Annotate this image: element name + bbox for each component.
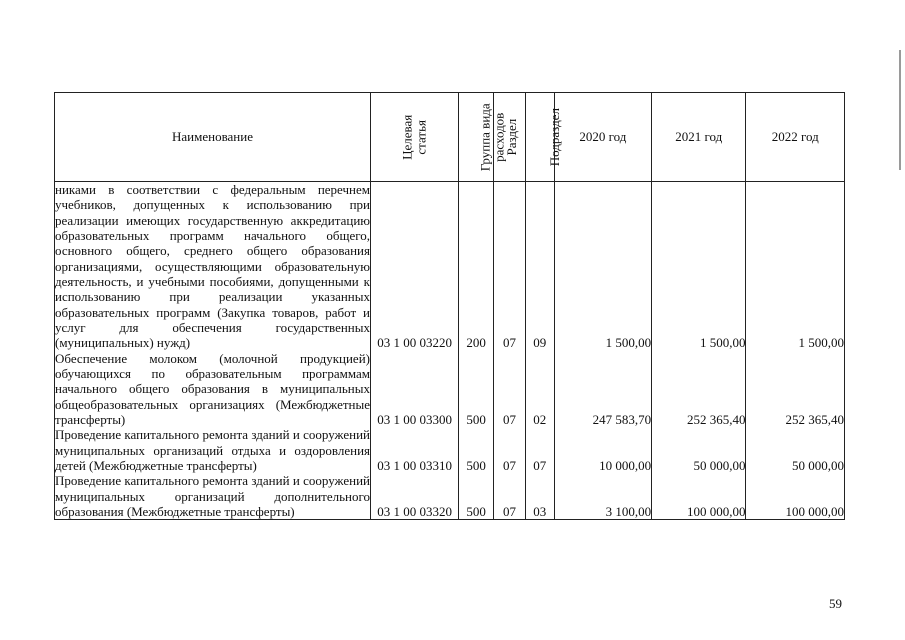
header-2020: 2020 год <box>554 93 651 182</box>
row-subsection: 09 <box>525 182 554 351</box>
row-subsection: 07 <box>525 427 554 473</box>
row-target: 03 1 00 03320 <box>371 473 459 519</box>
table-row <box>55 182 845 351</box>
row-2022: 1 500,00 <box>746 182 845 351</box>
row-name: Обеспечение молоком (молочной продукцией) обучающихся по образовательным программам начального общего образования в муниципальных общеобразовательных организациях (Межбюджетные трансферты) <box>55 350 370 427</box>
row-2022: 50 000,00 <box>746 427 845 473</box>
row-group: 200 <box>459 182 494 351</box>
row-group: 500 <box>459 427 494 473</box>
scan-edge-mark <box>899 50 901 170</box>
table-row <box>55 473 845 519</box>
header-subsection: Подраздел <box>525 93 554 182</box>
row-2022: 252 365,40 <box>746 351 845 428</box>
row-subsection: 02 <box>525 351 554 428</box>
header-section: Раздел <box>494 93 526 182</box>
row-group: 500 <box>459 351 494 428</box>
row-2021: 252 365,40 <box>652 351 746 428</box>
row-section: 07 <box>494 427 526 473</box>
row-name: никами в соответствии с федеральным перечнем учебников, допущенных к использованию при реализации имеющих государственную аккредитацию образовательных программ начального общего, основного общего, среднего общего образования организациями, осуществляющими образовательную деятельность, и учебными пособиями, допущенными к использованию при реализации указанных образовательных программ (Закупка товаров, работ и услуг для обеспечения государственных (муниципальных) нужд) <box>55 182 370 351</box>
budget-table <box>54 92 845 520</box>
header-name: Наименование <box>55 93 371 182</box>
row-name: Проведение капитального ремонта зданий и сооружений муниципальных организаций отдыха и оздоровления детей (Межбюджетные трансферты) <box>55 427 370 473</box>
row-subsection: 03 <box>525 473 554 519</box>
page-number: 59 <box>829 596 842 611</box>
row-target: 03 1 00 03220 <box>371 182 459 351</box>
header-2022: 2022 год <box>746 93 845 182</box>
row-2020: 3 100,00 <box>554 473 651 519</box>
row-group: 500 <box>459 473 494 519</box>
row-section: 07 <box>494 182 526 351</box>
header-2021: 2021 год <box>652 93 746 182</box>
table-header-row <box>55 93 845 182</box>
row-target: 03 1 00 03300 <box>371 351 459 428</box>
row-section: 07 <box>494 473 526 519</box>
row-2022: 100 000,00 <box>746 473 845 519</box>
row-2021: 1 500,00 <box>652 182 746 351</box>
header-target: Целевая статья <box>371 93 459 182</box>
header-group: Группа вида расходов <box>459 93 494 182</box>
row-2021: 100 000,00 <box>652 473 746 519</box>
row-2020: 247 583,70 <box>554 351 651 428</box>
row-2020: 1 500,00 <box>554 182 651 351</box>
table-row <box>55 427 845 473</box>
row-2020: 10 000,00 <box>554 427 651 473</box>
row-section: 07 <box>494 351 526 428</box>
row-2021: 50 000,00 <box>652 427 746 473</box>
row-target: 03 1 00 03310 <box>371 427 459 473</box>
table-row <box>55 351 845 428</box>
row-name: Проведение капитального ремонта зданий и сооружений муниципальных организаций дополнительного образования (Межбюджетные трансферты) <box>55 473 370 519</box>
